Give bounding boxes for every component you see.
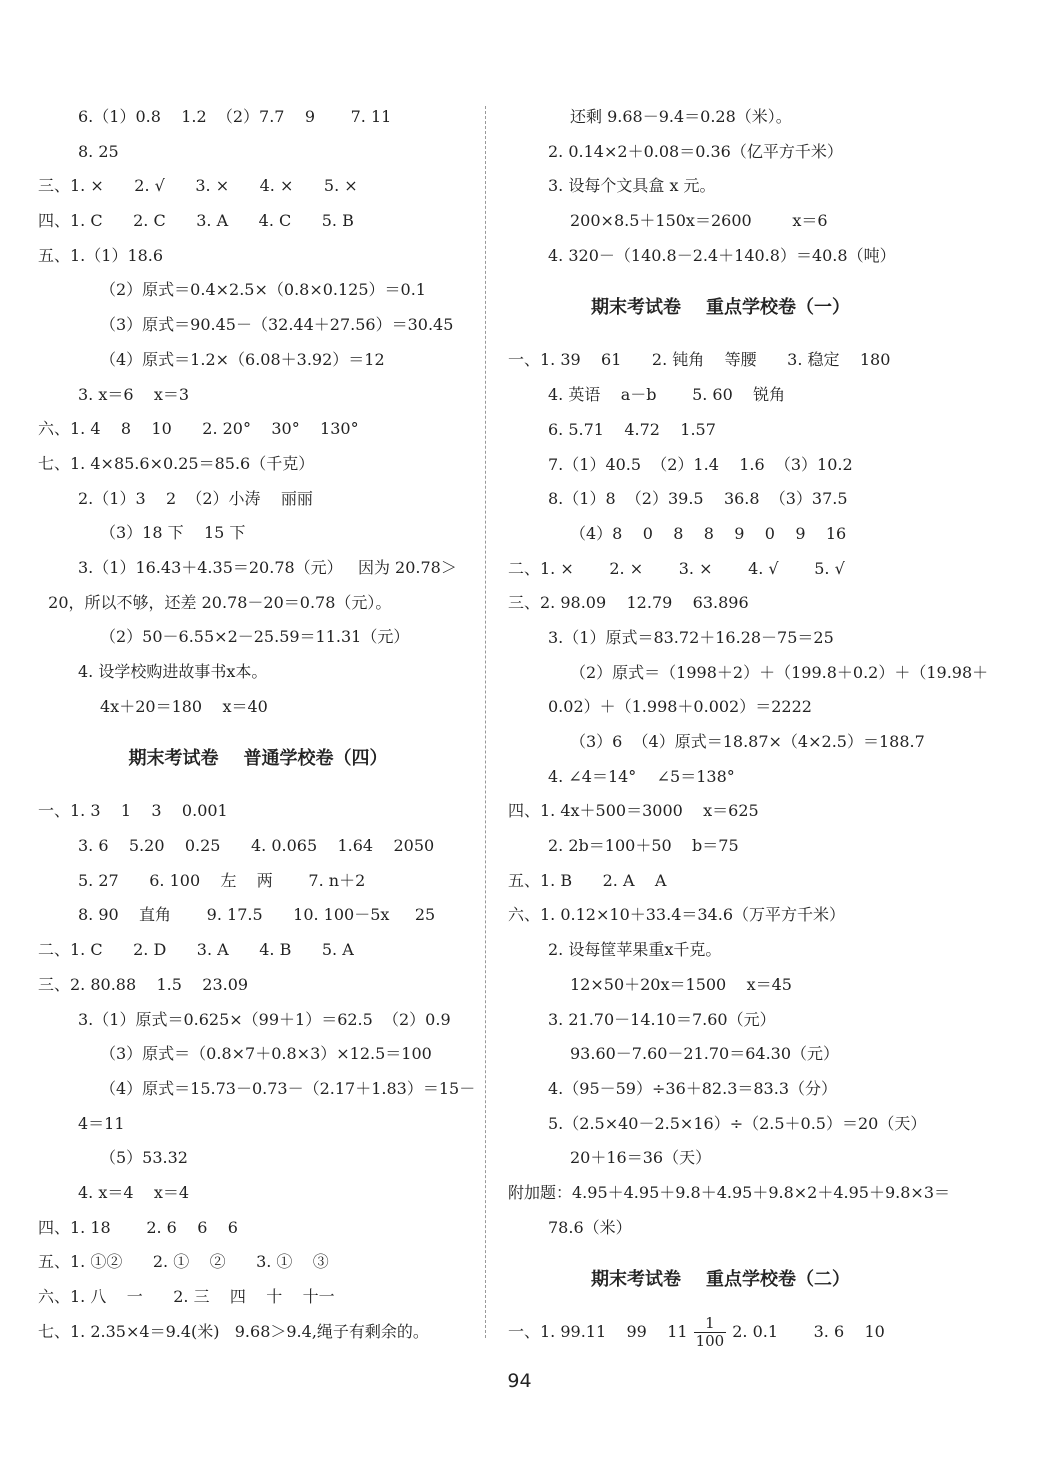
answer-line: 4. ∠4＝14° ∠5＝138° — [548, 766, 735, 786]
answer-line: 12×50＋20x＝1500 x＝45 — [570, 974, 792, 994]
answer-text: 一、1. 99.11 99 11 — [508, 1322, 688, 1342]
answer-line: 4. 英语 a－b 5. 60 锐角 — [548, 385, 786, 405]
answer-line: 78.6（米） — [548, 1217, 632, 1237]
column-divider — [485, 106, 486, 1338]
answer-line: 六、1. 八 一 2. 三 四 十 十一 — [38, 1287, 335, 1306]
answer-line: 三、2. 98.09 12.79 63.896 — [508, 593, 749, 613]
fraction-numerator: 1 — [694, 1316, 727, 1333]
answer-line: （5）53.32 — [100, 1148, 188, 1168]
answer-line: 4. 320－（140.8－2.4＋140.8）＝40.8（吨） — [548, 245, 896, 265]
answer-line: （3）6 （4）原式＝18.87×（4×2.5）＝188.7 — [570, 732, 925, 751]
fraction — [694, 1316, 727, 1349]
answer-line: （3）18 下 15 下 — [100, 523, 246, 543]
answer-line: 二、1. C 2. D 3. A 4. B 5. A — [38, 940, 354, 960]
answer-line: 3. 21.70－14.10＝7.60（元） — [548, 1009, 776, 1029]
answer-line: 8. 25 — [78, 141, 119, 161]
answer-line: 六、1. 4 8 10 2. 20° 30° 130° — [38, 419, 359, 439]
answer-line: 8. 90 直角 9. 17.5 10. 100－5x 25 — [78, 905, 436, 925]
answer-line: 0.02）＋（1.998＋0.002）＝2222 — [548, 697, 812, 717]
fraction-denominator: 100 — [695, 1332, 725, 1351]
answer-line: 6. 5.71 4.72 1.57 — [548, 419, 716, 439]
answer-line: （3）原式＝90.45－（32.44＋27.56）＝30.45 — [100, 315, 454, 335]
answer-line: 4x＋20＝180 x＝40 — [100, 696, 268, 716]
answer-text: 2. 0.1 3. 6 10 — [732, 1322, 885, 1342]
answer-line: 200×8.5＋150x＝2600 x＝6 — [570, 211, 828, 231]
answer-line: 六、1. 0.12×10＋33.4＝34.6（万平方千米） — [508, 905, 845, 925]
section-heading: 期末考试卷 重点学校卷（一） — [590, 297, 851, 319]
answer-line: 3. x＝6 x＝3 — [78, 384, 190, 404]
answer-line: 4.（95－59）÷36＋82.3＝83.3（分） — [548, 1078, 838, 1098]
answer-line: （4）原式＝1.2×（6.08＋3.92）＝12 — [100, 349, 385, 369]
answer-line: （3）原式＝（0.8×7＋0.8×3）×12.5＝100 — [100, 1044, 432, 1064]
answer-line: 4. 设学校购进故事书x本。 — [78, 662, 268, 681]
answer-line: 8.（1）8 （2）39.5 36.8 （3）37.5 — [548, 489, 848, 509]
answer-line: （2）50－6.55×2－25.59＝11.31（元） — [100, 627, 410, 647]
answer-line: 2.（1）3 2 （2）小涛 丽丽 — [78, 488, 313, 508]
answer-line: （2）原式＝（1998＋2）＋（199.8＋0.2）＋（19.98＋ — [570, 662, 989, 682]
page-number: 94 — [507, 1370, 532, 1392]
answer-line: 20，所以不够，还差 20.78－20＝0.78（元）。 — [38, 592, 392, 612]
answer-line: 七、1. 2.35×4＝9.4(米) 9.68＞9.4,绳子有剩余的。 — [38, 1321, 429, 1341]
answer-line: 3.（1）原式＝83.72＋16.28－75＝25 — [548, 627, 834, 647]
answer-line — [508, 1315, 933, 1350]
answer-line: 五、1. ①② 2. ① ② 3. ① ③ — [38, 1252, 329, 1272]
answer-line: 四、1. 4x＋500＝3000 x＝625 — [508, 801, 759, 821]
answer-line: 2. 2b＝100＋50 b＝75 — [548, 836, 739, 856]
answer-line: 3.（1）原式＝0.625×（99＋1）＝62.5 （2）0.9 — [78, 1009, 451, 1029]
section-heading: 期末考试卷 重点学校卷（二） — [590, 1269, 851, 1291]
answer-line: 20＋16＝36（天） — [570, 1148, 712, 1168]
answer-line: 五、1.（1）18.6 — [38, 245, 164, 265]
answer-line: 附加题：4.95＋4.95＋9.8＋4.95＋9.8×2＋4.95＋9.8×3＝ — [508, 1182, 951, 1202]
answer-line: 三、1. × 2. √ 3. × 4. × 5. × — [38, 176, 358, 196]
answer-line: 4. x＝4 x＝4 — [78, 1182, 190, 1202]
left-column — [38, 100, 478, 1349]
answer-line: 四、1. C 2. C 3. A 4. C 5. B — [38, 211, 354, 231]
answer-line: 三、2. 80.88 1.5 23.09 — [38, 974, 249, 994]
answer-line: 一、1. 39 61 2. 钝角 等腰 3. 稳定 180 — [508, 350, 891, 370]
answer-line: （4）8 0 8 8 9 0 9 16 — [570, 523, 847, 543]
answer-line: 7.（1）40.5 （2）1.4 1.6 （3）10.2 — [548, 454, 853, 474]
right-column — [508, 100, 989, 1351]
answer-line: 一、1. 3 1 3 0.001 — [38, 801, 228, 821]
answer-line: 3.（1）16.43＋4.35＝20.78（元） 因为 20.78＞ — [78, 557, 457, 577]
answer-line: 5. 27 6. 100 左 两 7. n＋2 — [78, 870, 366, 890]
answer-line: 5.（2.5×40－2.5×16）÷（2.5＋0.5）＝20（天） — [548, 1113, 927, 1133]
answer-line: 2. 0.14×2＋0.08＝0.36（亿平方千米） — [548, 141, 843, 161]
answer-line: 2. 设每筐苹果重x千克。 — [548, 940, 722, 960]
answer-line: （4）原式＝15.73－0.73－（2.17＋1.83）＝15－ — [100, 1078, 476, 1098]
answer-line: 还剩 9.68－9.4＝0.28（米）。 — [570, 107, 792, 126]
section-heading: 期末考试卷 普通学校卷（四） — [128, 748, 388, 770]
answer-line: 93.60－7.60－21.70＝64.30（元） — [570, 1044, 840, 1064]
answer-line: 6.（1）0.8 1.2 （2）7.7 9 7. 11 — [78, 107, 392, 126]
answer-line: 3. 设每个文具盒 x 元。 — [548, 176, 716, 196]
answer-line: 3. 6 5.20 0.25 4. 0.065 1.64 2050 — [78, 836, 435, 856]
answer-line: （2）原式＝0.4×2.5×（0.8×0.125）＝0.1 — [100, 280, 426, 300]
answer-line: 五、1. B 2. A A — [508, 870, 667, 890]
answer-line: 二、1. × 2. × 3. × 4. √ 5. √ — [508, 558, 845, 578]
answer-line: 四、1. 18 2. 6 6 6 — [38, 1217, 238, 1237]
answer-line: 4＝11 — [78, 1113, 125, 1133]
answer-line: 七、1. 4×85.6×0.25＝85.6（千克） — [38, 453, 315, 473]
